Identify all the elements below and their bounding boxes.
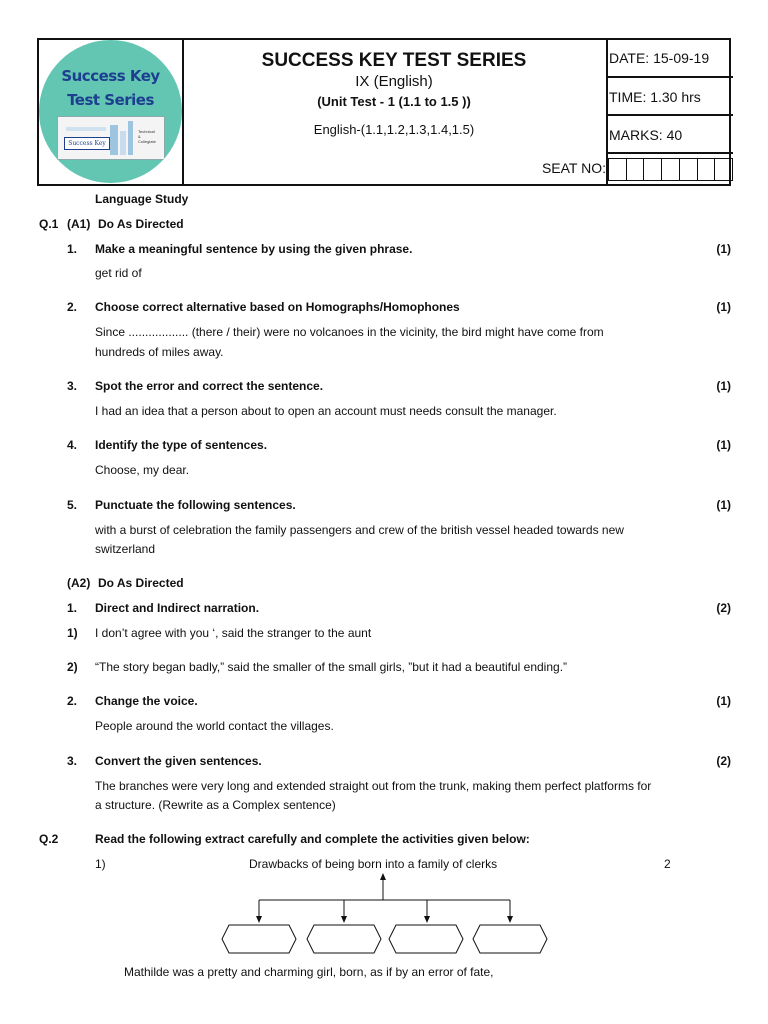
test-title: SUCCESS KEY TEST SERIES <box>261 50 527 71</box>
q1-label: Q.1 <box>39 217 59 231</box>
question-title: Spot the error and correct the sentence. <box>95 379 324 393</box>
question-number: 2. <box>67 694 78 708</box>
q2-instruction: Read the following extract carefully and complete the activities given below: <box>95 832 530 846</box>
sub-question-number: 2) <box>67 660 78 674</box>
question-text: I had an idea that a person about to open an account must needs consult the manager. <box>95 404 557 418</box>
question-number: 2. <box>67 300 78 314</box>
unit-label: (Unit Test - 1 (1.1 to 1.5 )) <box>317 94 471 109</box>
arrow-down-icon <box>256 916 262 923</box>
date-field: DATE: 15-09-19 <box>608 40 733 78</box>
header-box <box>37 38 731 186</box>
q2-label: Q.2 <box>39 832 59 846</box>
question-marks: (1) <box>716 300 731 314</box>
question-text-cont: switzerland <box>95 542 156 556</box>
narration-sentence: I don’t agree with you ‘, said the stranger to the aunt <box>95 626 372 640</box>
q1-a1-label: (A1) <box>67 217 91 231</box>
question-number: 5. <box>67 498 78 512</box>
question-number: 4. <box>67 438 78 452</box>
seat-box[interactable] <box>626 159 644 181</box>
question-title: Direct and Indirect narration. <box>95 601 260 615</box>
section-heading: Language Study <box>95 192 189 206</box>
logo <box>39 40 182 183</box>
arrow-down-icon <box>341 916 347 923</box>
question-title: Change the voice. <box>95 694 198 708</box>
question-title: Choose correct alternative based on Homographs/Homophones <box>95 300 460 314</box>
activity-marks: 2 <box>664 857 671 871</box>
answer-box[interactable] <box>222 925 296 953</box>
web-diagram <box>200 870 560 960</box>
question-number: 1. <box>67 242 78 256</box>
title-cell <box>182 40 606 184</box>
question-marks: (1) <box>716 438 731 452</box>
logo-line2: Test Series <box>67 91 154 109</box>
logo-line1: Success Key <box>61 67 160 85</box>
activity-title: Drawbacks of being born into a family of clerks <box>249 857 498 871</box>
question-text-cont: hundreds of miles away. <box>95 345 224 359</box>
question-text: People around the world contact the villages. <box>95 719 334 733</box>
q1-a2-label: (A2) <box>67 576 91 590</box>
question-text: Choose, my dear. <box>95 463 190 477</box>
narration-sentence: “The story began badly,” said the smaller of the small girls, ”but it had a beautiful ending.” <box>95 660 568 674</box>
logo-tagline: Technical & Collegiate <box>138 129 156 144</box>
sub-question-number: 1) <box>67 626 78 640</box>
seat-box[interactable] <box>679 159 697 181</box>
question-marks: (1) <box>716 379 731 393</box>
activity-number: 1) <box>95 857 106 871</box>
marks-field: MARKS: 40 <box>608 116 733 154</box>
question-marks: (2) <box>716 601 731 615</box>
answer-box[interactable] <box>307 925 381 953</box>
question-title: Make a meaningful sentence by using the given phrase. <box>95 242 413 256</box>
answer-box[interactable] <box>473 925 547 953</box>
question-marks: (1) <box>716 242 731 256</box>
question-text-cont: a structure. (Rewrite as a Complex sentence) <box>95 798 336 812</box>
q1-a2-title: Do As Directed <box>98 576 184 590</box>
question-marks: (1) <box>716 694 731 708</box>
seat-number-label: SEAT NO: <box>541 160 606 176</box>
logo-cell <box>39 40 184 184</box>
question-marks: (2) <box>716 754 731 768</box>
time-field: TIME: 1.30 hrs <box>608 78 733 116</box>
question-text: with a burst of celebration the family passengers and crew of the british vessel headed towards new <box>95 523 624 537</box>
arrow-down-icon <box>507 916 513 923</box>
question-number: 1. <box>67 601 78 615</box>
question-text: get rid of <box>95 266 142 280</box>
question-title: Identify the type of sentences. <box>95 438 268 452</box>
logo-badge: Success Key <box>64 137 110 150</box>
question-text: The branches were very long and extended straight out from the trunk, making them perfect platforms for <box>95 779 652 793</box>
arrow-down-icon <box>424 916 430 923</box>
passage-text: Mathilde was a pretty and charming girl, born, as if by an error of fate, <box>124 965 494 979</box>
question-title: Punctuate the following sentences. <box>95 498 296 512</box>
seat-box[interactable] <box>714 159 733 181</box>
arrow-up-icon <box>380 873 386 880</box>
logo-building-image <box>57 116 165 160</box>
seat-box[interactable] <box>661 159 679 181</box>
question-text: Since .................. (there / their) were no volcanoes in the vicinity, the bird might have come from <box>95 325 604 339</box>
info-column <box>606 40 733 184</box>
syllabus-label: English-(1.1,1.2,1.3,1.4,1.5) <box>313 122 475 137</box>
question-number: 3. <box>67 379 78 393</box>
seat-number-boxes[interactable] <box>608 158 733 181</box>
test-subtitle: IX (English) <box>355 73 433 90</box>
question-marks: (1) <box>716 498 731 512</box>
seat-box[interactable] <box>608 159 626 181</box>
answer-box[interactable] <box>389 925 463 953</box>
question-title: Convert the given sentences. <box>95 754 262 768</box>
seat-box[interactable] <box>643 159 661 181</box>
q1-a1-title: Do As Directed <box>98 217 184 231</box>
seat-box[interactable] <box>697 159 715 181</box>
question-number: 3. <box>67 754 78 768</box>
